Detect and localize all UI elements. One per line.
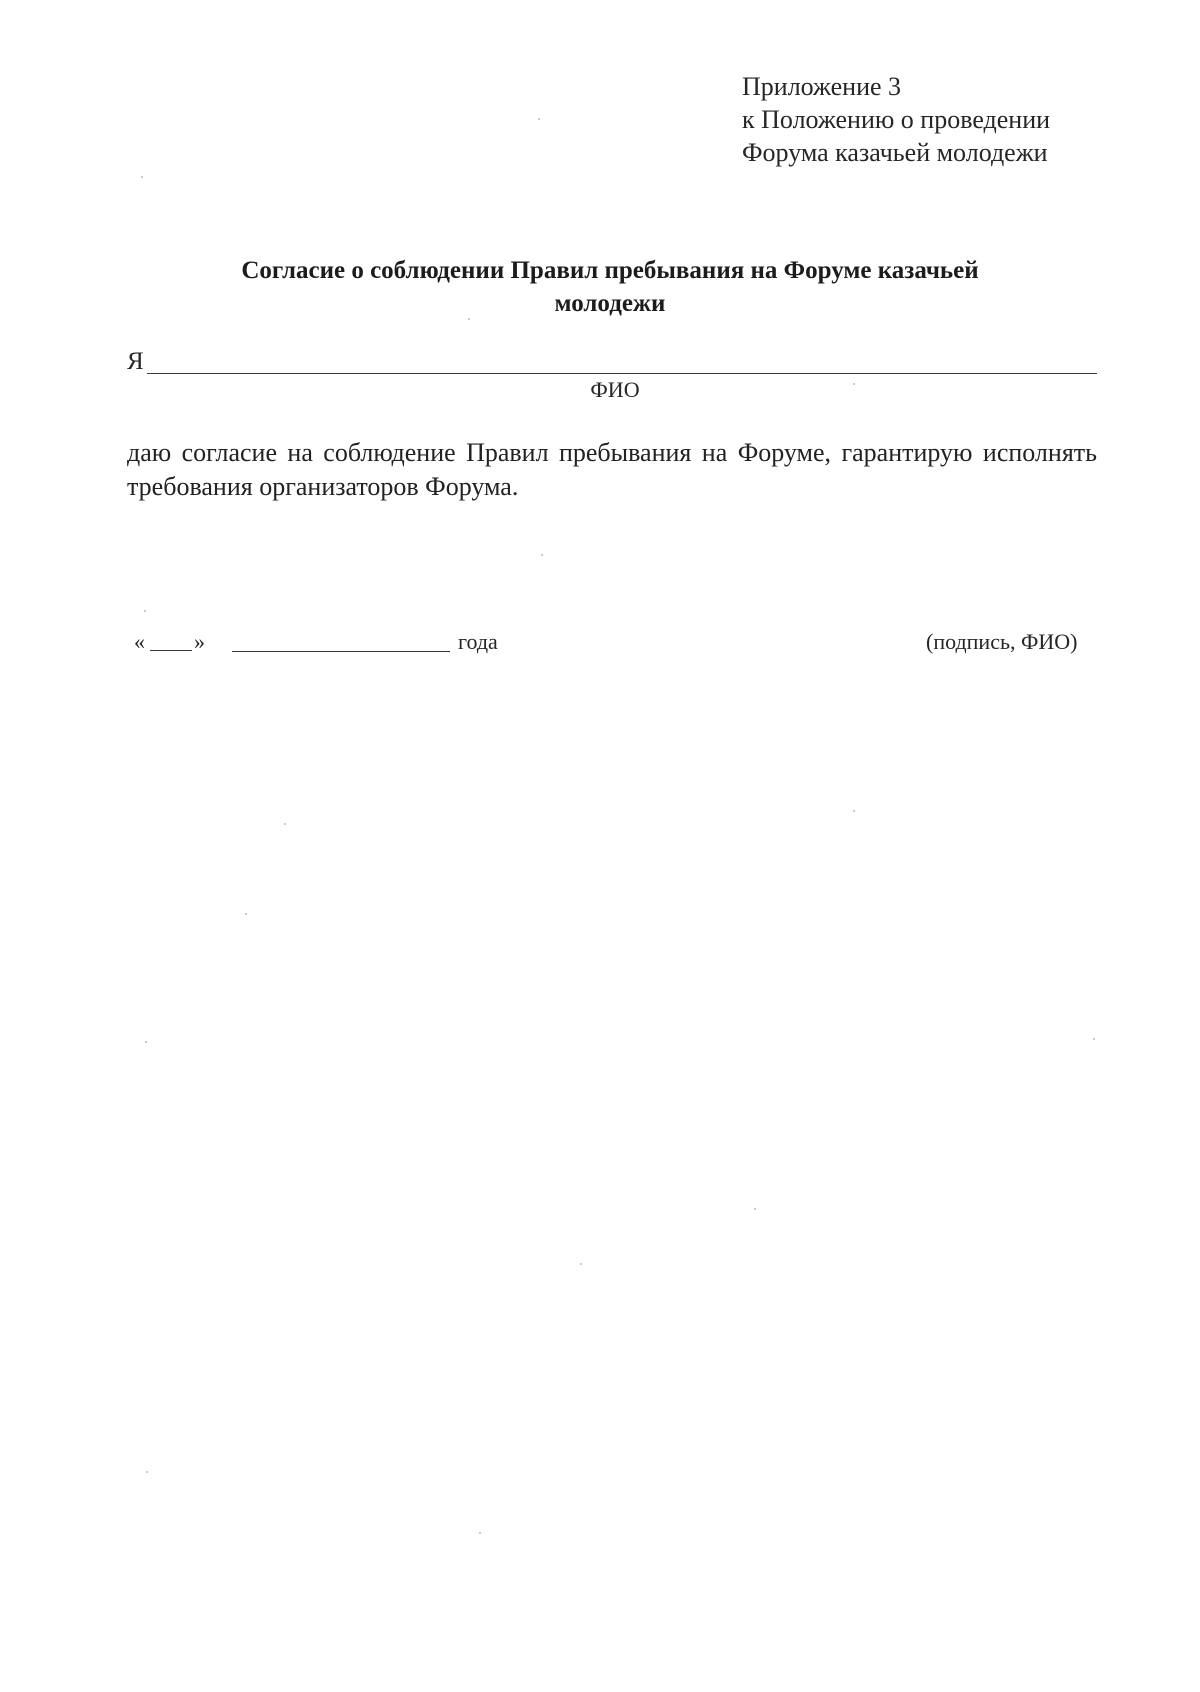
name-field-row (127, 347, 1097, 377)
date-open-quote: « (134, 629, 145, 654)
scan-speck (580, 1263, 582, 1265)
appendix-line-2: к Положению о проведении (742, 105, 1051, 134)
scan-speck (853, 383, 855, 385)
scan-speck (479, 1532, 481, 1534)
date-field-row (134, 628, 534, 658)
year-word: года (458, 629, 498, 654)
date-close-quote: » (194, 629, 205, 654)
scan-speck (145, 1041, 147, 1043)
consent-paragraph: даю согласие на соблюдение Правил пребывания на Форуме, гарантирую исполнять требования организаторов Форума. (127, 438, 1097, 501)
title-line-2: молодежи (554, 290, 666, 317)
title-line-1: Согласие о соблюдении Правил пребывания на Форуме казачьей (241, 257, 979, 284)
appendix-line-1: Приложение 3 (742, 72, 902, 101)
name-prefix: Я (127, 348, 144, 375)
document-title (120, 254, 1100, 320)
scan-speck (853, 810, 855, 812)
scan-speck (541, 554, 543, 556)
scan-speck (468, 318, 470, 320)
name-blank-line (147, 373, 1097, 374)
scan-speck (141, 176, 143, 178)
scan-speck (754, 1208, 756, 1210)
appendix-line-3: Форума казачьей молодежи (742, 138, 1048, 167)
signature-caption: (подпись, ФИО) (926, 629, 1078, 654)
name-field-caption: ФИО (590, 377, 640, 402)
scan-speck (284, 823, 286, 825)
day-blank-line (150, 650, 192, 651)
month-blank-line (232, 651, 450, 652)
scan-speck (1093, 1038, 1095, 1040)
scan-speck (144, 610, 146, 612)
scan-speck (538, 118, 540, 120)
scan-speck (146, 1471, 148, 1473)
appendix-header (742, 70, 1050, 169)
scan-speck (245, 913, 247, 915)
